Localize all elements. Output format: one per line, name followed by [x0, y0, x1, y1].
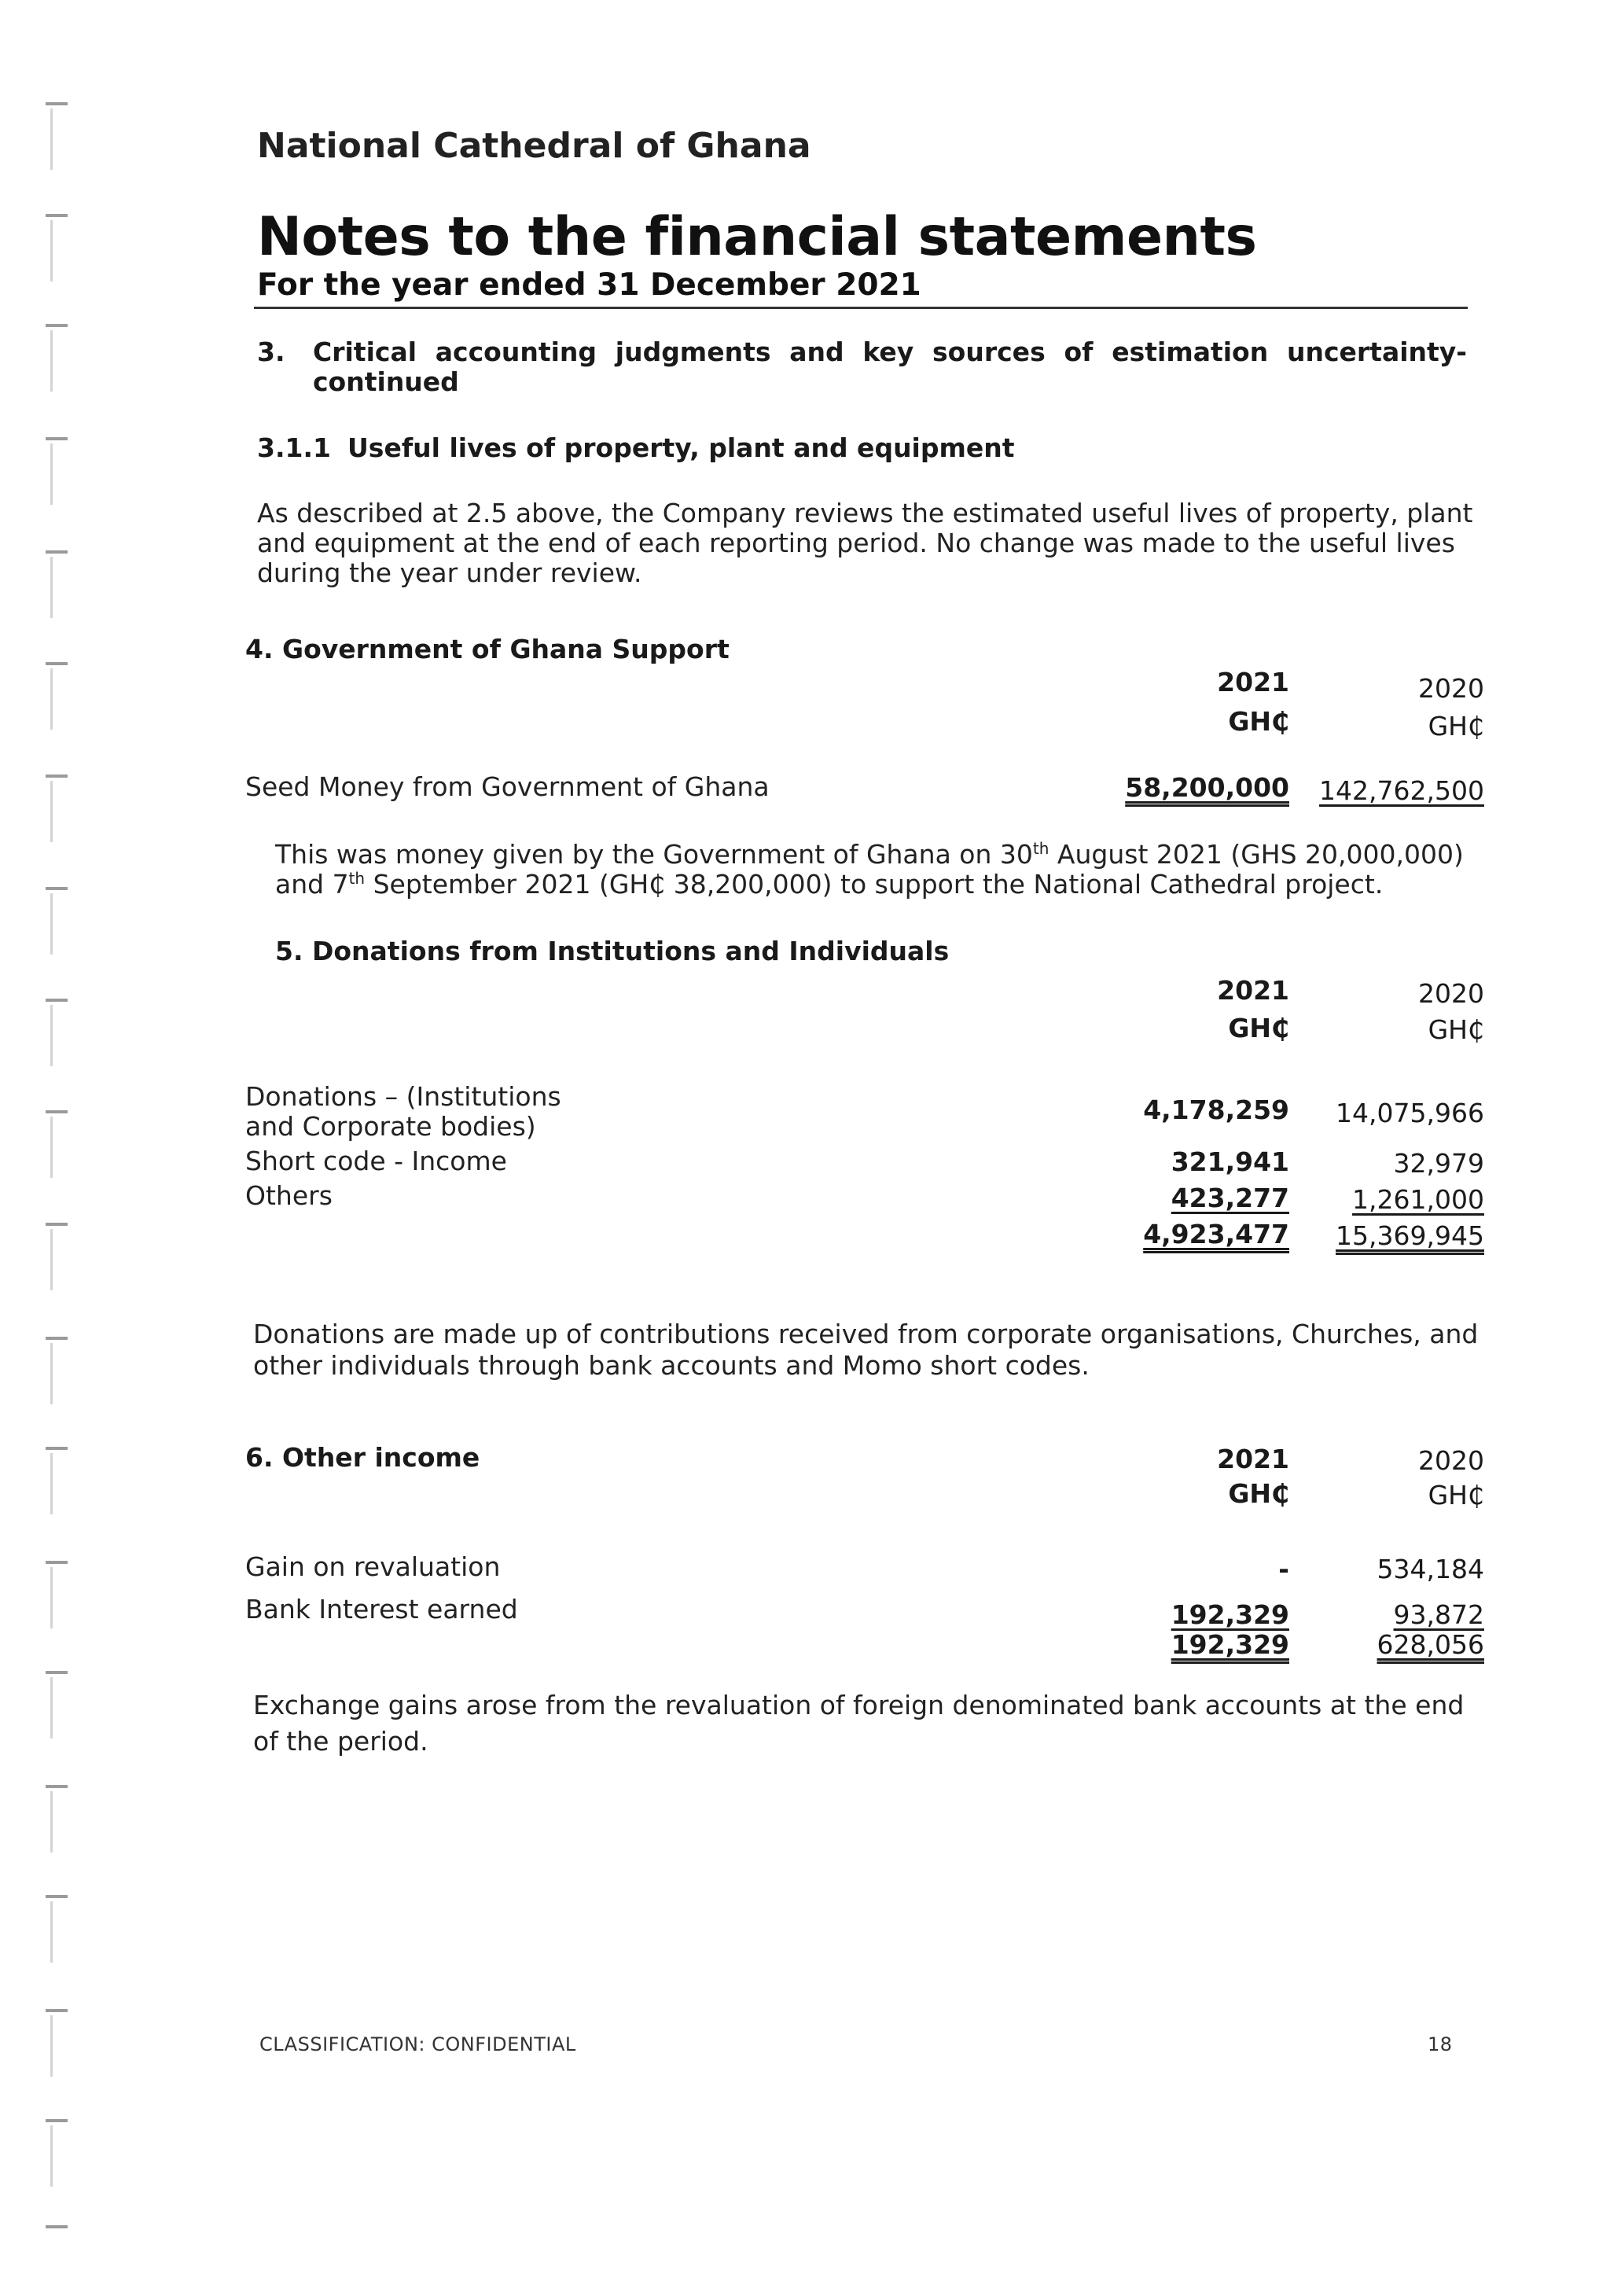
binding-mark [46, 662, 69, 733]
binding-mark [46, 102, 69, 173]
note6-body-line: Exchange gains arose from the revaluation of foreign denominated bank accounts at the end [253, 1690, 1465, 1720]
note6-col-2020: 2020 [1418, 1445, 1484, 1476]
note4-currency-2021: GH₵ [1228, 706, 1289, 737]
note5-row-label: Others [245, 1180, 333, 1211]
binding-mark [46, 324, 69, 395]
binding-mark [46, 214, 69, 285]
note5-row-2020: 32,979 [1393, 1148, 1484, 1179]
note6-row-2020: 534,184 [1377, 1554, 1484, 1584]
note6-row-2021: 192,329 [1171, 1599, 1289, 1630]
binding-mark [46, 1337, 69, 1407]
note4-col-2021: 2021 [1217, 667, 1289, 697]
header-rule [254, 307, 1468, 309]
note5-total-2021: 4,923,477 [1143, 1219, 1289, 1249]
note6-row-label: Gain on revaluation [245, 1551, 501, 1582]
note6-row-label: Bank Interest earned [245, 1594, 518, 1624]
binding-mark [46, 2225, 69, 2296]
note3-number: 3. [257, 337, 285, 367]
note5-row-label: Donations – (Institutions [245, 1081, 561, 1112]
binding-mark [46, 1785, 69, 1856]
note5-row-2021: 423,277 [1171, 1183, 1289, 1213]
note6-body-line: of the period. [253, 1726, 428, 1757]
note3-sub-number: 3.1.1 [257, 432, 331, 463]
note5-row-label: Short code - Income [245, 1146, 507, 1176]
note6-heading: 6. Other income [245, 1442, 480, 1473]
note5-currency-2021: GH₵ [1228, 1013, 1289, 1043]
note4-heading: 4. Government of Ghana Support [245, 634, 730, 664]
binding-mark [46, 775, 69, 845]
note3-body-line: during the year under review. [257, 557, 642, 588]
binding-mark [46, 1561, 69, 1632]
note6-total-2021: 192,329 [1171, 1629, 1289, 1660]
classification-label: CLASSIFICATION: CONFIDENTIAL [259, 2033, 576, 2055]
note5-row-label: and Corporate bodies) [245, 1111, 536, 1142]
note5-heading: 5. Donations from Institutions and Individuals [275, 936, 950, 966]
note6-row-2021: - [1278, 1554, 1289, 1584]
binding-mark [46, 999, 69, 1069]
note3-body-line: and equipment at the end of each reporting period. No change was made to the useful lives [257, 528, 1455, 558]
note3-heading-line1: Critical accounting judgments and key sources of estimation uncertainty- [313, 337, 1467, 367]
note5-row-2021: 321,941 [1171, 1146, 1289, 1177]
note5-col-2021: 2021 [1217, 975, 1289, 1006]
note4-col-2020: 2020 [1418, 673, 1484, 704]
note5-currency-2020: GH₵ [1428, 1014, 1484, 1045]
binding-mark [46, 2009, 69, 2080]
note3-body-line: As described at 2.5 above, the Company reviews the estimated useful lives of property, plant [257, 498, 1473, 528]
note6-row-2020: 93,872 [1393, 1599, 1484, 1630]
binding-mark [46, 1671, 69, 1742]
note4-currency-2020: GH₵ [1428, 711, 1484, 741]
note5-col-2020: 2020 [1418, 978, 1484, 1009]
note5-row-2020: 1,261,000 [1352, 1184, 1484, 1215]
binding-mark [46, 1447, 69, 1518]
note6-col-2021: 2021 [1217, 1444, 1289, 1474]
note4-explanation-line: and 7th September 2021 (GH₵ 38,200,000) to support the National Cathedral project. [275, 869, 1384, 900]
note4-row-2020: 142,762,500 [1319, 775, 1484, 806]
binding-mark [46, 1223, 69, 1293]
note6-currency-2021: GH₵ [1228, 1478, 1289, 1509]
binding-mark [46, 887, 69, 958]
binding-mark [46, 550, 69, 621]
note4-explanation-line: This was money given by the Government of Ghana on 30th August 2021 (GHS 20,000,000) [275, 839, 1464, 870]
organization-name: National Cathedral of Ghana [257, 126, 811, 166]
note3-sub-heading: Useful lives of property, plant and equipment [347, 432, 1015, 463]
binding-mark [46, 1895, 69, 1966]
note5-row-2021: 4,178,259 [1143, 1095, 1289, 1125]
binding-mark [46, 437, 69, 508]
note5-total-2020: 15,369,945 [1336, 1220, 1484, 1251]
binding-mark [46, 1110, 69, 1181]
note4-row-label: Seed Money from Government of Ghana [245, 771, 770, 802]
note6-currency-2020: GH₵ [1428, 1480, 1484, 1510]
page-number: 18 [1428, 2033, 1453, 2055]
note5-body-line: Donations are made up of contributions received from corporate organisations, Churches, and [253, 1319, 1479, 1349]
binding-mark [46, 2119, 69, 2190]
note3-heading-line2: continued [313, 366, 459, 397]
note4-row-2021: 58,200,000 [1125, 772, 1289, 803]
page-title: Notes to the financial statements [257, 206, 1257, 268]
note5-body-line: other individuals through bank accounts and Momo short codes. [253, 1350, 1090, 1381]
page-subtitle: For the year ended 31 December 2021 [257, 267, 921, 303]
note5-row-2020: 14,075,966 [1336, 1098, 1484, 1128]
note6-total-2020: 628,056 [1377, 1629, 1484, 1660]
